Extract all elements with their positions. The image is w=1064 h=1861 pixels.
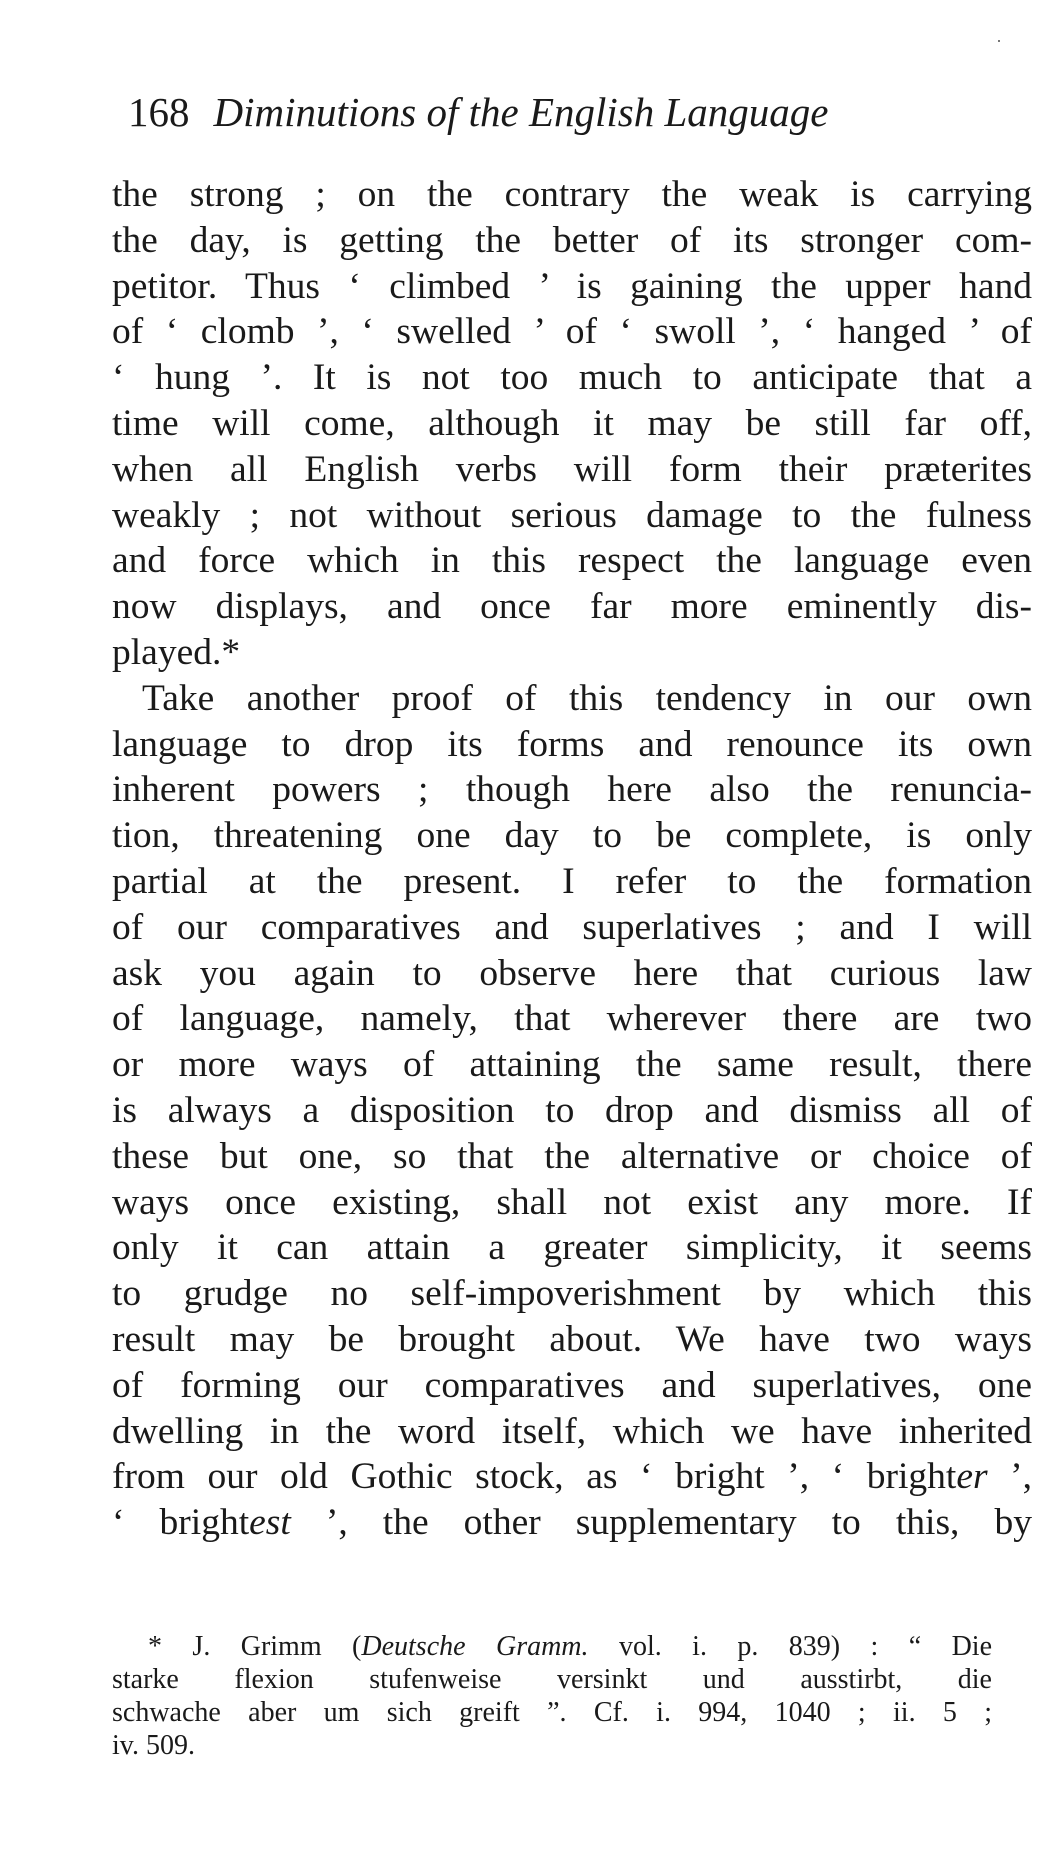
running-header (128, 88, 988, 136)
footnote-author: J. Grimm ( (192, 1631, 362, 1662)
body-line: now displays, and once far more eminently dis- (112, 586, 1032, 628)
body-line: only it can attain a greater simplicity, it seems (112, 1227, 1032, 1269)
body-line: or more ways of attaining the same result, there (112, 1044, 1032, 1086)
paragraph-start-line: Take another proof of this tendency in our own (142, 677, 1032, 719)
footnote-work-title: Deutsche Gramm. (361, 1631, 589, 1662)
body-line: language to drop its forms and renounce its own (112, 723, 1032, 765)
italic-suffix: est (249, 1502, 291, 1544)
body-line: and force which in this respect the language even (112, 540, 1032, 582)
body-line: petitor. Thus ‘ climbed ’ is gaining the upper hand (112, 265, 1032, 307)
body-line: result may be brought about. We have two ways (112, 1318, 1032, 1360)
body-text (112, 172, 1032, 1546)
body-line: time will come, although it may be still far off, (112, 402, 1032, 444)
body-line: dwelling in the word itself, which we have inherited (112, 1410, 1032, 1452)
body-line-text: ’, (987, 1456, 1032, 1498)
body-line-text: from our old Gothic stock, as ‘ bright ’, ‘ bright (112, 1456, 957, 1498)
body-line: is always a disposition to drop and dismiss all of (112, 1089, 1032, 1131)
body-line: tion, threatening one day to be complete, is only (112, 815, 1032, 857)
body-line: partial at the present. I refer to the formation (112, 860, 1032, 902)
page-number: 168 (128, 89, 190, 135)
footnote-marker: * (148, 1631, 162, 1662)
body-line: played.* (112, 631, 241, 673)
body-line: of forming our comparatives and superlatives, one (112, 1364, 1032, 1406)
body-line: of our comparatives and superlatives ; and I will (112, 906, 1032, 948)
body-line: to grudge no self-impoverishment by which this (112, 1273, 1032, 1315)
body-line: inherent powers ; though here also the renuncia- (112, 769, 1032, 811)
footnote-line: starke flexion stufenweise versinkt und ausstirbt, die (112, 1664, 992, 1695)
body-line-text: ‘ bright (112, 1502, 250, 1544)
footnote (112, 1630, 992, 1762)
body-line (112, 1500, 1032, 1546)
body-line: of language, namely, that wherever there are two (112, 998, 1032, 1040)
footnote-line: iv. 509. (112, 1730, 195, 1761)
body-line: the strong ; on the contrary the weak is carrying (112, 174, 1032, 215)
body-line: ask you again to observe here that curious law (112, 952, 1032, 994)
body-line: of ‘ clomb ’, ‘ swelled ’ of ‘ swoll ’, ‘ hanged ’ of (112, 311, 1032, 353)
running-title: Diminutions of the English Language (213, 89, 829, 135)
body-line: these but one, so that the alternative or choice of (112, 1135, 1032, 1177)
italic-suffix: er (956, 1456, 988, 1498)
footnote-line: schwache aber um sich greift ”. Cf. i. 994, 1040 ; ii. 5 ; (112, 1697, 992, 1728)
scan-speck (998, 40, 1000, 42)
body-line-text: ’, the other supplementary to this, by (290, 1502, 1032, 1544)
footnote-text: vol. i. p. 839) : “ Die (588, 1631, 992, 1662)
body-line: weakly ; not without serious damage to the fulness (112, 494, 1032, 536)
body-line: ways once existing, shall not exist any more. If (112, 1181, 1032, 1223)
footnote-line (112, 1630, 992, 1663)
body-line: when all English verbs will form their præterites (112, 448, 1032, 490)
body-line (112, 1454, 1032, 1500)
body-line: the day, is getting the better of its stronger com- (112, 219, 1032, 261)
body-line: ‘ hung ’. It is not too much to anticipate that a (112, 357, 1032, 399)
